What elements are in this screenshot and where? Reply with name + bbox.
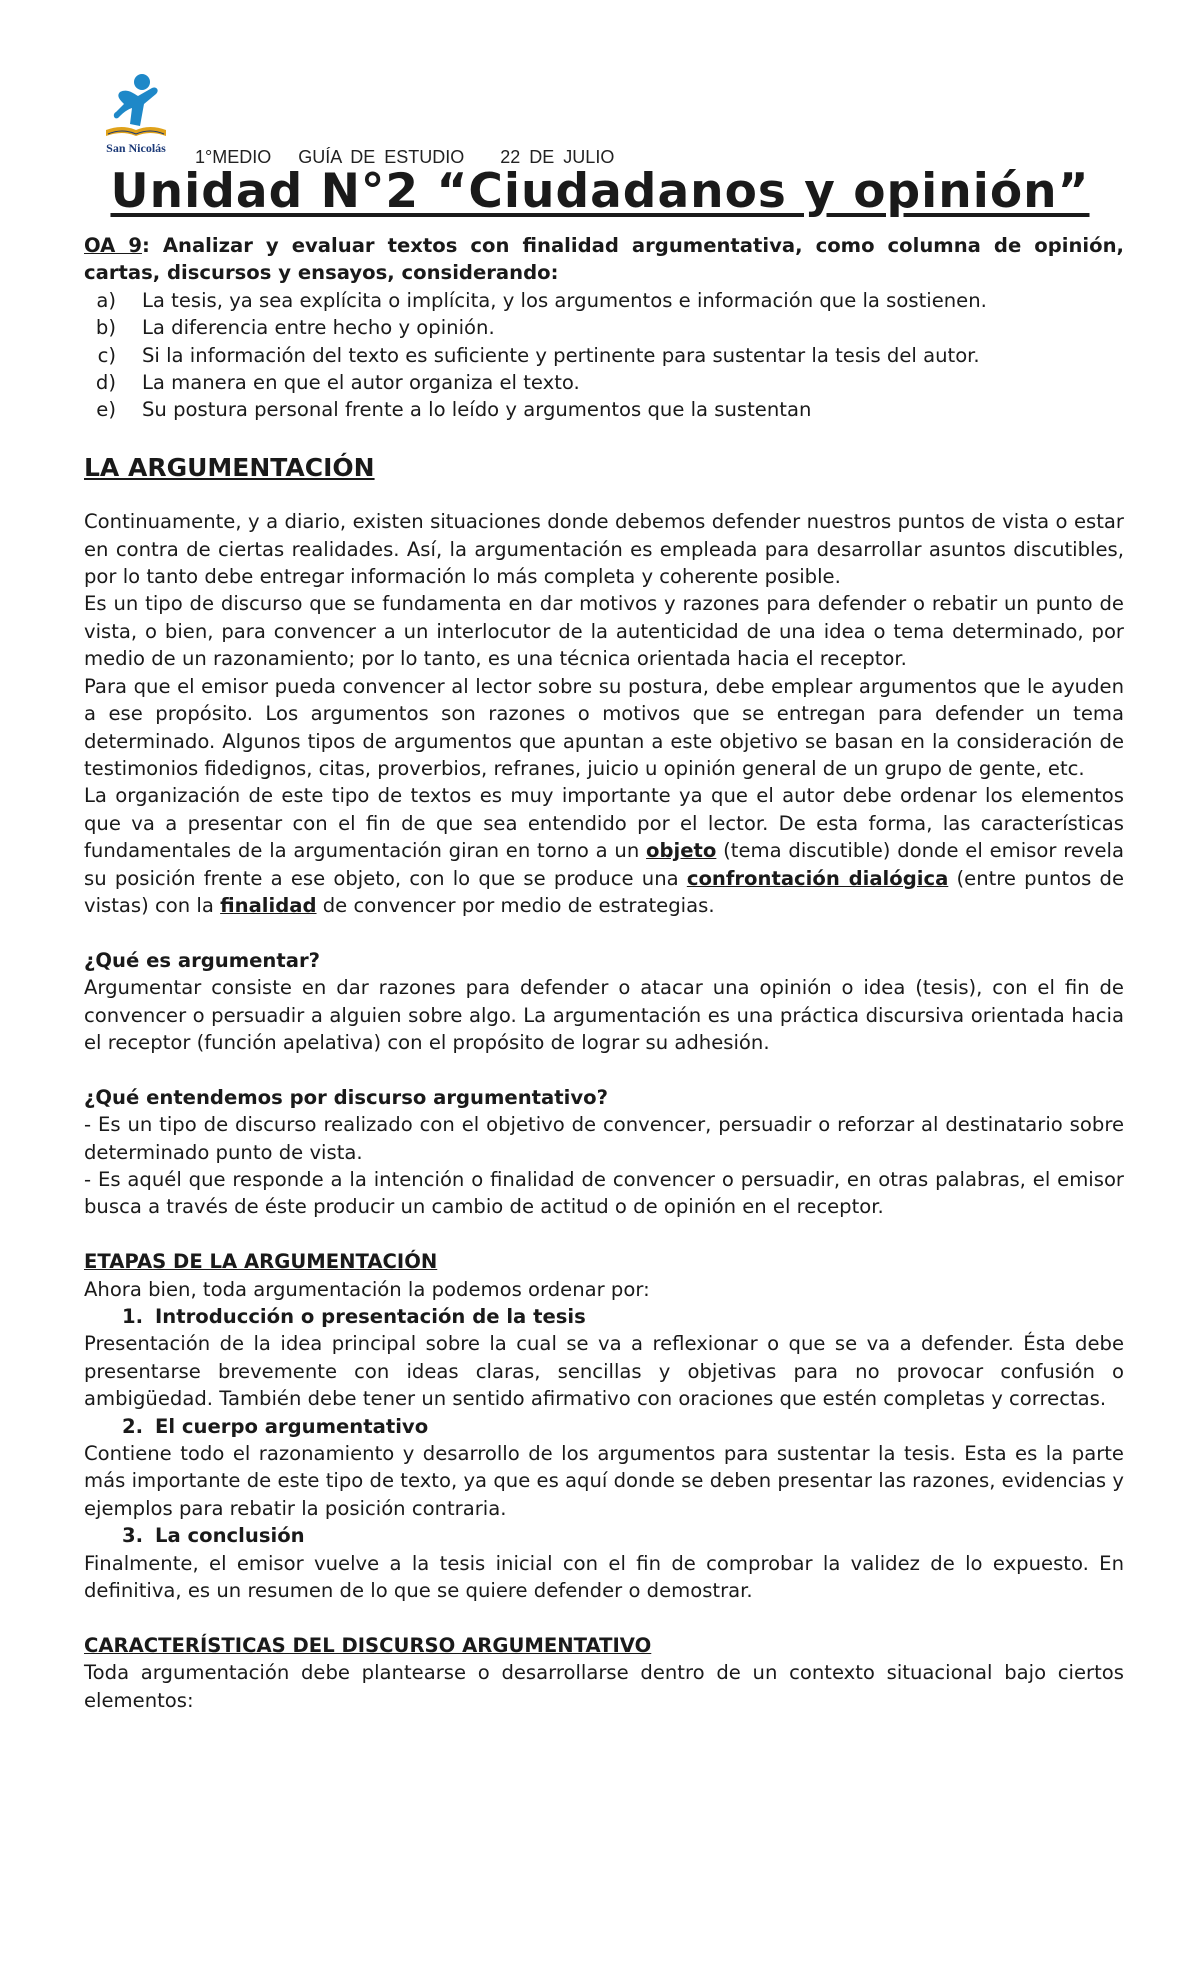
text-run: La organización de este tipo de textos es muy importante ya que el autor debe ordenar los elementos que va a presentar con el fin de que sea entendido por el lector. De esta forma, las características fundamentales de la argumentación giran en torno a un [84,784,1124,863]
paragraph: Contiene todo el razonamiento y desarrollo de los argumentos para sustentar la tesis. Esta es la parte más importante de este tipo de texto, ya que es aquí donde se deben presentar las razones, evidencias y ejemplos para rebatir la posición contraria. [84,1442,1124,1520]
list-text: La tesis, ya sea explícita o implícita, y los argumentos e información que la sostienen. [142,288,987,312]
section-heading: LA ARGUMENTACIÓN [84,452,375,482]
question-heading: ¿Qué es argumentar? [84,948,320,972]
oa-label: OA 9 [84,234,142,257]
list-marker: d) [95,371,116,395]
paragraph: Argumentar consiste en dar razones para defender o atacar una opinión o idea (tesis), con el fin de convencer o persuadir a alguien sobre algo. La argumentación es una práctica discursiva orientada hacia el receptor (función apelativa) con el propósito de lograr su adhesión. [84,976,1124,1054]
list-marker: e) [96,398,116,422]
paragraph: Presentación de la idea principal sobre la cual se va a reflexionar o que se va a defender. Ésta debe presentarse brevemente con ideas claras, sencillas y objetivas para no provocar confusión o ambigüedad. También debe tener un sentido afirmativo con oraciones que estén completas y correctas. [84,1332,1124,1411]
list-item [84,287,1124,314]
paragraph: - Es un tipo de discurso realizado con el objetivo de convencer, persuadir o reforzar al destinatario sobre determinado punto de vista. [84,1113,1124,1164]
school-logo [100,70,172,160]
oa-text: Analizar y evaluar textos con finalidad argumentativa, como columna de opinión, cartas, discursos y ensayos, considerando: [84,234,1124,285]
step-title [84,1413,1124,1440]
emphasis-finalidad: finalidad [220,893,317,917]
page-title: Unidad N°2 “Ciudadanos y opinión” [110,164,1090,219]
list-item [84,314,1124,341]
oa-list [84,287,1124,424]
emphasis-confrontacion: confrontación dialógica [686,866,949,890]
step-title [84,1522,1124,1549]
step-number: 3. [122,1524,144,1548]
list-text: Si la información del texto es suficiente y pertinente para sustentar la tesis del autor. [142,343,980,367]
list-item [84,369,1124,396]
paragraph: Es un tipo de discurso que se fundamenta en dar motivos y razones para defender o rebatir un punto de vista, o bien, para convencer a un interlocutor de la autenticidad de una idea o tema determinado, por medio de un razonamiento; por lo tanto, es una técnica orientada hacia el receptor. [84,592,1124,671]
paragraph: - Es aquél que responde a la intención o finalidad de convencer o persuadir, en otras palabras, el emisor busca a través de éste producir un cambio de actitud o de opinión en el receptor. [84,1167,1124,1219]
course-label: 1°MEDIO [195,147,272,167]
spacer [84,1056,1124,1083]
spacer [84,1604,1124,1631]
subsection-heading: CARACTERÍSTICAS DEL DISCURSO ARGUMENTATIVO [84,1633,652,1657]
list-marker: a) [96,288,116,312]
oa-objective [84,232,1124,287]
step-number: 2. [122,1414,144,1438]
subsection-heading: ETAPAS DE LA ARGUMENTACIÓN [84,1250,438,1274]
step-number: 1. [122,1304,144,1328]
list-text: La manera en que el autor organiza el texto. [142,371,580,395]
text-run: de convencer por medio de estrategias. [316,893,715,917]
spacer [84,919,1124,946]
list-marker: b) [95,316,116,340]
paragraph: Ahora bien, toda argumentación la podemos ordenar por: [84,1277,650,1301]
paragraph: Finalmente, el emisor vuelve a la tesis inicial con el fin de comprobar la validez de lo expuesto. En definitiva, es un resumen de lo que se quiere defender o demostrar. [84,1551,1124,1603]
paragraph: Para que el emisor pueda convencer al lector sobre su postura, debe emplear argumentos que le ayuden a ese propósito. Los argumentos son razones o motivos que se entregan para defender un tema determinado. Algunos tipos de argumentos que apuntan a este objetivo se basan en la consideración de testimonios fidedignos, citas, proverbios, refranes, juicio u opinión general de un grupo de gente, etc. [84,674,1124,780]
step-label: El cuerpo argumentativo [155,1414,429,1438]
list-text: La diferencia entre hecho y opinión. [142,316,495,340]
list-item [84,396,1124,423]
logo-figure [114,87,158,126]
step-label: La conclusión [155,1524,305,1548]
list-text: Su postura personal frente a lo leído y argumentos que la sustentan [142,398,812,422]
spacer [84,1221,1124,1248]
logo-text: San Nicolás [106,141,166,155]
date-label: 22 DE JULIO [500,147,615,167]
oa-sep: : [141,234,150,257]
logo-head [134,74,150,90]
step-label: Introducción o presentación de la tesis [155,1304,586,1328]
paragraph: Toda argumentación debe plantearse o desarrollarse dentro de un contexto situacional bajo ciertos elementos: [84,1661,1124,1712]
list-item [84,342,1124,369]
guide-label: GUÍA DE ESTUDIO [298,147,465,167]
text-run: (tema discutible) donde el emisor revela su posición frente a ese objeto, con lo que se produce una [84,839,1124,890]
question-heading: ¿Qué entendemos por discurso argumentativo? [84,1085,608,1109]
text-run: (entre puntos de vistas) con la [84,866,1125,917]
emphasis-objeto: objeto [646,839,717,863]
step-title [84,1303,1124,1330]
paragraph [84,782,1124,919]
paragraph: Continuamente, y a diario, existen situaciones donde debemos defender nuestros puntos de vista o estar en contra de ciertas realidades. Así, la argumentación es empleada para desarrollar asuntos discutibles, por lo tanto debe entregar información lo más completa y coherente posible. [84,510,1124,589]
document-body [84,232,1124,1714]
list-marker: c) [97,343,116,367]
